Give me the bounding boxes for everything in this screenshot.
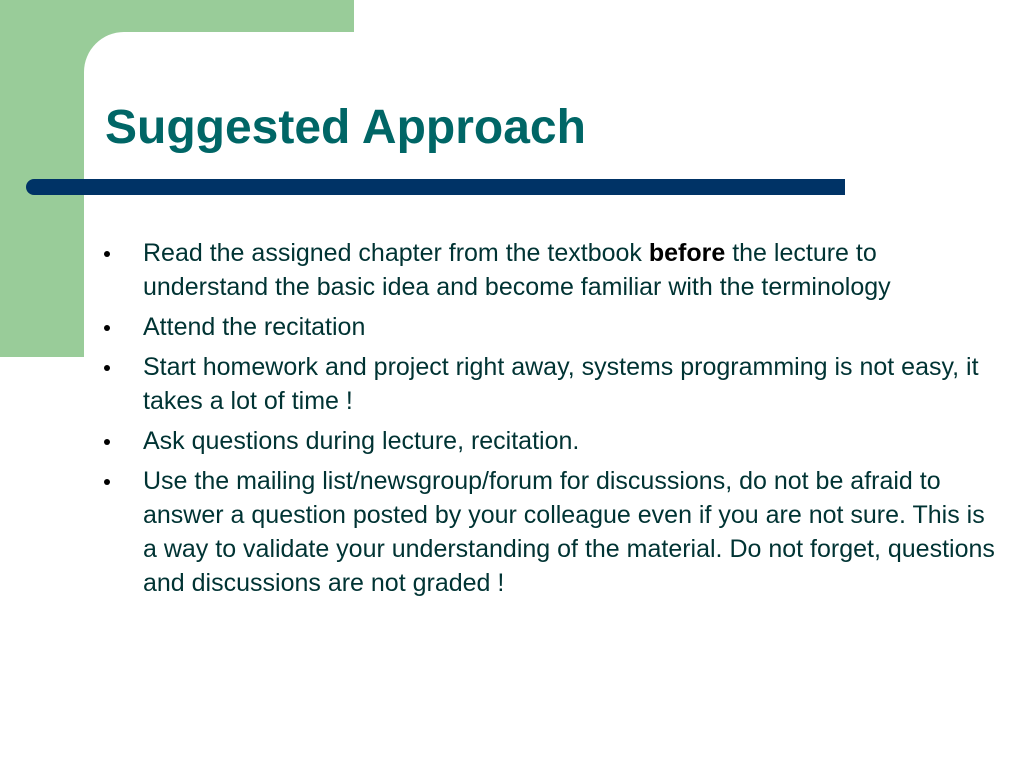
bullet-dot-icon: [104, 365, 110, 371]
bullet-item: [100, 424, 1000, 458]
bullet-text: Ask questions during lecture, recitation.: [143, 427, 580, 455]
bullet-item: [100, 464, 1000, 600]
bullet-text: Read the assigned chapter from the textbook: [143, 239, 649, 267]
bullet-item: [100, 310, 1000, 344]
bullet-item: [100, 236, 1000, 304]
title-underline-bar: [26, 179, 845, 195]
bullet-text: Attend the recitation: [143, 313, 366, 341]
bullet-item: [100, 350, 1000, 418]
bullet-dot-icon: [104, 251, 110, 257]
bullet-list: [100, 236, 1000, 606]
bullet-text: Use the mailing list/newsgroup/forum for discussions, do not be afraid to answer a question posted by your colleague even if you are not sure. This is a way to validate your understanding of the material. Do not forget, questions and discussions are not graded !: [143, 467, 995, 597]
bullet-text: the lecture to understand the basic idea and become familiar with the terminology: [143, 239, 891, 301]
bullet-text: Start homework and project right away, systems programming is not easy, it takes a lot of time !: [143, 353, 979, 415]
bullet-dot-icon: [104, 439, 110, 445]
bullet-emphasis: before: [648, 239, 726, 267]
bullet-dot-icon: [104, 479, 110, 485]
slide-title: Suggested Approach: [105, 101, 586, 154]
bullet-dot-icon: [104, 325, 110, 331]
